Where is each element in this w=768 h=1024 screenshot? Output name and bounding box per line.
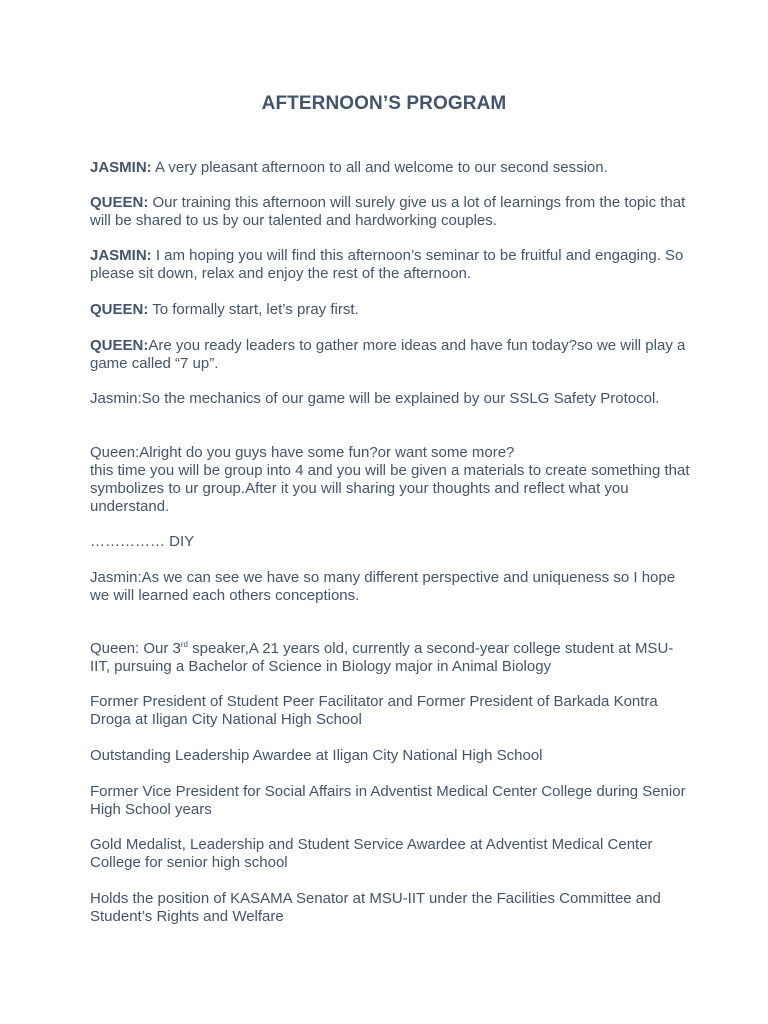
speaker-label: JASMIN: [90, 247, 152, 264]
dialogue-line [90, 337, 690, 373]
dialogue-line: Jasmin:As we can see we have so many different perspective and uniqueness so I hope we will learned each others conceptions. [90, 569, 676, 604]
dialogue-text: I am hoping you will find this afternoon’s seminar to be fruitful and engaging. So please sit down, relax and enjoy the rest of the afternoon. [90, 247, 684, 282]
speaker-label: JASMIN: [90, 159, 152, 176]
dialogue-text: A very pleasant afternoon to all and welcome to our second session. [151, 159, 608, 176]
dialogue-text: To formally start, let’s pray first. [148, 301, 359, 318]
dialogue-text: Our training this afternoon will surely give us a lot of learnings from the topic that will be shared to us by our talented and hardworking couples. [90, 194, 686, 229]
page-title: AFTERNOON’S PROGRAM [261, 93, 507, 114]
dialogue-line [90, 640, 690, 676]
speaker-credential: Holds the position of KASAMA Senator at MSU-IIT under the Facilities Committee and Student’s Rights and Welfare [90, 890, 661, 925]
speaker-label: QUEEN: [90, 194, 149, 211]
dialogue-line [90, 159, 690, 177]
speaker-credential: Gold Medalist, Leadership and Student Service Awardee at Adventist Medical Center College for senior high school [90, 836, 653, 871]
dialogue-line [90, 194, 690, 230]
speaker-credential: Former President of Student Peer Facilitator and Former President of Barkada Kontra Droga at Iligan City National High School [90, 693, 658, 728]
ordinal-superscript: rd [180, 640, 189, 649]
speaker-credential: Outstanding Leadership Awardee at Iligan City National High School [90, 747, 543, 764]
dialogue-text: Queen:Alright do you guys have some fun?or want some more? [90, 444, 515, 461]
speaker-label: QUEEN: [90, 337, 149, 354]
dialogue-line [90, 301, 690, 319]
dialogue-line [90, 247, 690, 283]
speaker-label: QUEEN: [90, 301, 149, 318]
dialogue-text: Are you ready leaders to gather more ideas and have fun today?so we will play a game called “7 up”. [90, 337, 686, 372]
dialogue-line: Jasmin:So the mechanics of our game will be explained by our SSLG Safety Protocol. [90, 390, 660, 407]
speaker-credential: Former Vice President for Social Affairs in Adventist Medical Center College during Senior High School years [90, 783, 686, 818]
dialogue-text: Queen: Our 3 [90, 640, 181, 657]
dialogue-line [90, 444, 690, 516]
dialogue-text: this time you will be group into 4 and you will be given a materials to create something that symbolizes to ur group.After it you will sharing your thoughts and reflect what you understand. [90, 462, 690, 515]
dialogue-text: speaker,A 21 years old, currently a second-year college student at MSU-IIT, pursuing a Bachelor of Science in Biology major in Animal Biology [90, 640, 674, 675]
activity-label: …………… DIY [90, 533, 195, 550]
